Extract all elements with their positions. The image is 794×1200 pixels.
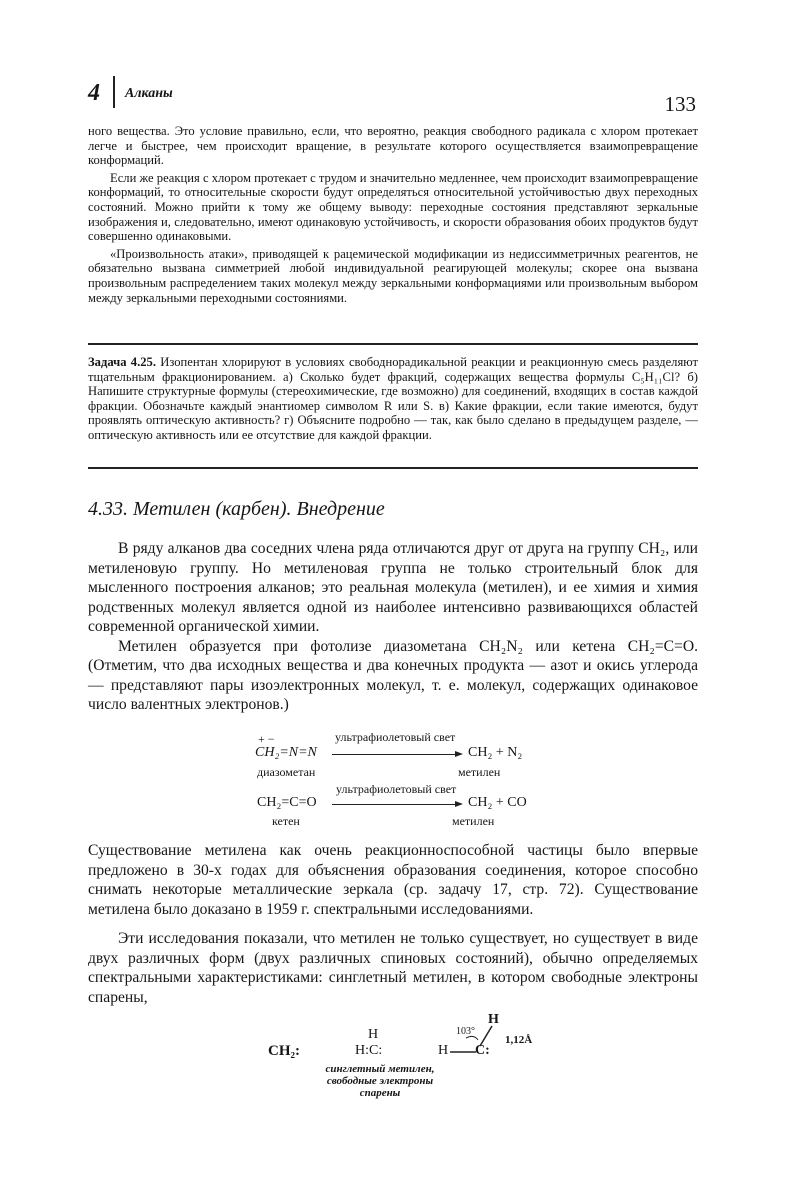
bent-structure-top-h: H	[488, 1012, 499, 1027]
paragraph: Метилен образуется при фотолизе диазометана CH₂N₂ или кетена CH₂=C=O. (Отметим, что два исходных вещества и два конечных продукта — азот и окись углерода — представляют пары изоэлектронных молекул, т. е. молекул, содержащих одинаковое число валентных электронов.)	[88, 637, 698, 713]
structure-caption	[305, 1063, 455, 1099]
main-text-1	[88, 539, 698, 715]
paragraph: В ряду алканов два соседних члена ряда отличаются друг от друга на группу CH₂, или метиленовую группу. Но метиленовая группа не только строительный блок для мысленного построения алканов; это реальная молекула (метилен), и ее химия и химия родственных молекул является одной из наиболее интенсивно развивающихся областей современной органической химии.	[88, 540, 698, 635]
header-divider	[113, 76, 115, 108]
reaction-2-arrowhead	[455, 801, 463, 807]
paragraph: «Произвольность атаки», приводящей к рацемической модификации из недиссимметричных реагентов, не обязательно вызвана симметрией любой индивидуальной реагирующей молекулы; скорее она вызвана произвольным распределением таких молекул между зеркальными конформациями или произвольным выбором между зеркальными переходными состояниями.	[88, 246, 698, 305]
chapter-number: 4	[88, 80, 100, 106]
small-print-block	[88, 124, 698, 308]
reaction-1-reactant-name: диазометан	[257, 765, 316, 779]
reaction-2-products: CH₂ + CO	[468, 795, 527, 810]
problem-text	[88, 355, 698, 443]
problem-block	[88, 355, 698, 443]
reaction-2-product-name: метилен	[452, 814, 495, 828]
section-title: 4.33. Метилен (карбен). Внедрение	[88, 498, 385, 520]
paragraph: Эти исследования показали, что метилен не только существует, но существует в виде двух различных форм (двух различных спиновых состояний), обычно определяемых спектральными характеристиками: синглетный метилен, в котором свободные электроны спарены,	[88, 930, 698, 1006]
reaction-1-charges: + −	[258, 732, 275, 746]
reaction-1-reactant: CH₂=N=N	[255, 745, 317, 760]
bottom-rule	[88, 467, 698, 469]
problem-label: Задача 4.25.	[88, 355, 156, 369]
structure-left-formula: CH₂:	[268, 1043, 300, 1059]
reaction-1-product-name: метилен	[458, 765, 501, 779]
reaction-1-arrowhead	[455, 751, 463, 757]
caption-line-1: синглетный метилен,	[325, 1063, 435, 1075]
page-number: 133	[664, 92, 696, 116]
structure-dot-formula: H:C:	[355, 1043, 383, 1058]
bond-length: 1,12Å	[505, 1034, 533, 1046]
reaction-2-reactant-name: кетен	[272, 814, 300, 828]
caption-line-3: спарены	[359, 1087, 401, 1099]
reaction-2-condition: ультрафиолетовый свет	[336, 782, 457, 796]
paragraph: Если же реакция с хлором протекает с трудом и значительно медленнее, чем происходит взаимопревращение конформаций, то относительные скорости будут определяться относительной устойчивостью двух переходных состояний. Можно прийти к тому же общему выводу: переходные состояния представляют зеркальные изображения и, следовательно, имеют одинаковую устойчивость, и скорости образования обоих продуктов будут совершенно одинаковыми.	[88, 170, 698, 244]
chapter-title: Алканы	[125, 86, 173, 101]
caption-line-2: свободные электроны	[326, 1075, 434, 1087]
structure-top-h: H	[368, 1027, 379, 1042]
main-text-3	[88, 929, 698, 1007]
bent-structure-carbon: C:	[475, 1043, 490, 1058]
reaction-1-condition: ультрафиолетовый свет	[335, 730, 456, 744]
top-rule	[88, 343, 698, 345]
bent-structure-left-h: H	[438, 1043, 449, 1058]
reaction-2-arrow	[332, 804, 456, 805]
bond-angle: 103°	[456, 1026, 475, 1037]
paragraph: ного вещества. Это условие правильно, если, что вероятно, реакция свободного радикала с хлором протекает легче и быстрее, чем происходит вращение, в результате которого осуществляется взаимопревращение конформаций.	[88, 124, 698, 168]
paragraph: Существование метилена как очень реакционноспособной частицы было впервые предложено в 30-х годах для объяснения образования соединения, которое способно снимать некоторые металлические зеркала (ср. задачу 17, стр. 72). Существование метилена было доказано в 1959 г. спектральными исследованиями.	[88, 842, 698, 918]
reaction-1-arrow	[332, 754, 456, 755]
main-text-2	[88, 841, 698, 919]
reaction-2-reactant: CH₂=C=O	[257, 795, 317, 810]
problem-body: Изопентан хлорируют в условиях свободнорадикальной реакции и реакционную смесь разделяют тщательным фракционированием. а) Сколько будет фракций, содержащих вещества формулы C₅H₁₁Cl? б) Напишите структурные формулы (стереохимические, где возможно) для соединений, входящих в состав каждой фракции. Обозначьте каждый энантиомер символом R или S. в) Какие фракции, если такие имеются, будут проявлять оптическую активность? г) Объясните подробно — так, как было сделано в предыдущем разделе, — оптическую активность или ее отсутствие для каждой фракции.	[88, 355, 698, 442]
reaction-1-products: CH₂ + N₂	[468, 745, 523, 760]
